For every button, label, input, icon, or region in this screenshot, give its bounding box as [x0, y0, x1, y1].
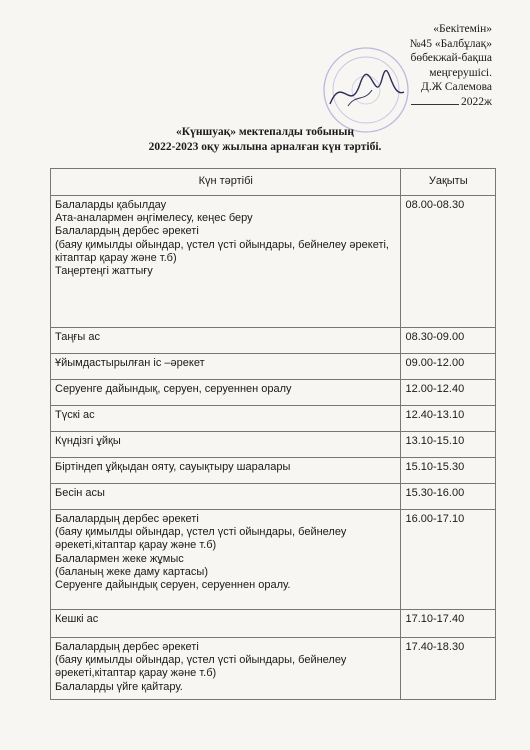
table-row	[51, 510, 496, 610]
time-cell: 12.00-12.40	[401, 380, 496, 406]
header-time: Уақыты	[401, 169, 496, 196]
activity-line: Балалардың дербес әрекеті	[55, 641, 199, 653]
table-row	[51, 380, 496, 406]
time-cell: 08.00-08.30	[401, 196, 496, 328]
activity-cell	[51, 610, 401, 638]
activity-cell	[51, 510, 401, 610]
time-cell: 13.10-15.10	[401, 432, 496, 458]
activity-cell	[51, 458, 401, 484]
activity-line: Күндізгі ұйқы	[55, 435, 121, 447]
activity-line: Балалармен жеке жұмыс	[55, 552, 184, 565]
activity-cell	[51, 638, 401, 700]
activity-line: Таңғы ас	[55, 331, 101, 343]
schedule-table	[50, 168, 496, 700]
time-cell: 15.30-16.00	[401, 484, 496, 510]
time-cell: 09.00-12.00	[401, 354, 496, 380]
activity-line: (баланың жеке даму картасы)	[55, 565, 208, 578]
time-cell: 15.10-15.30	[401, 458, 496, 484]
table-row	[51, 484, 496, 510]
time-cell: 17.40-18.30	[401, 638, 496, 700]
activity-line: Кешкі ас	[55, 613, 99, 625]
activity-line: Балалардың дербес әрекеті	[55, 513, 199, 525]
activity-line: Серуенге дайындық, серуен, серуеннен оралу	[55, 383, 292, 395]
activity-line: (баяу қимылды ойындар, үстел үсті ойындары, бейнелеу әрекеті,кітаптар қарау және т.б)	[55, 526, 347, 552]
activity-line: Біртіндеп ұйқыдан ояту, сауықтыру шаралары	[55, 461, 291, 473]
activity-line: Таңертеңгі жаттығу	[55, 265, 153, 278]
activity-line: (баяу қимылды ойындар, үстел үсті ойындары, бейнелеу әрекеті,кітаптар қарау және т.б)	[55, 654, 347, 680]
activity-cell	[51, 354, 401, 380]
activity-line: Серуенге дайындық серуен, серуеннен оралу.	[55, 579, 291, 592]
table-row	[51, 328, 496, 354]
approval-line: бөбекжай-бақша	[410, 52, 492, 65]
activity-cell	[51, 406, 401, 432]
activity-cell	[51, 328, 401, 354]
approval-line: Д.Ж Салемова	[420, 81, 492, 94]
activity-line: (баяу қимылды ойындар, үстел үсті ойындары, бейнелеу әрекеті, кітаптар қарау және т.б)	[55, 238, 389, 264]
activity-line: Ата-аналармен әңгімелесу, кеңес беру	[55, 212, 253, 225]
table-row	[51, 432, 496, 458]
table-row	[51, 406, 496, 432]
time-cell: 16.00-17.10	[401, 510, 496, 610]
table-row	[51, 638, 496, 700]
table-header-row	[51, 169, 496, 196]
activity-line: Түскі ас	[55, 409, 95, 421]
approval-line: меңгерушісі.	[429, 66, 492, 79]
title-line-1: «Күншуақ» мектепалды тобының	[176, 126, 354, 138]
activity-cell	[51, 196, 401, 328]
activity-cell	[51, 432, 401, 458]
time-cell: 17.10-17.40	[401, 610, 496, 638]
signature-line	[411, 104, 459, 105]
activity-line: Балалардың дербес әрекеті	[55, 225, 199, 238]
approval-line: №45 «Балбұлақ»	[409, 37, 492, 50]
activity-line: Балаларды қабылдау	[55, 199, 167, 211]
document-title	[0, 125, 530, 155]
approval-block	[332, 22, 492, 110]
table-row	[51, 610, 496, 638]
approval-date-line	[332, 95, 492, 110]
approval-line: «Бекітемін»	[433, 23, 492, 35]
table-row	[51, 196, 496, 328]
activity-cell	[51, 380, 401, 406]
activity-line: Бесін асы	[55, 487, 105, 499]
time-cell: 08.30-09.00	[401, 328, 496, 354]
time-cell: 12.40-13.10	[401, 406, 496, 432]
table-row	[51, 458, 496, 484]
activity-line: Балаларды үйге қайтару.	[55, 680, 183, 693]
activity-line: Ұйымдастырылған іс –әрекет	[55, 357, 205, 369]
title-line-2: 2022-2023 оқу жылына арналған күн тәртібі.	[148, 141, 382, 153]
activity-cell	[51, 484, 401, 510]
header-activity: Күн тәртібі	[51, 169, 401, 196]
table-row	[51, 354, 496, 380]
approval-date: 2022ж	[461, 95, 492, 108]
